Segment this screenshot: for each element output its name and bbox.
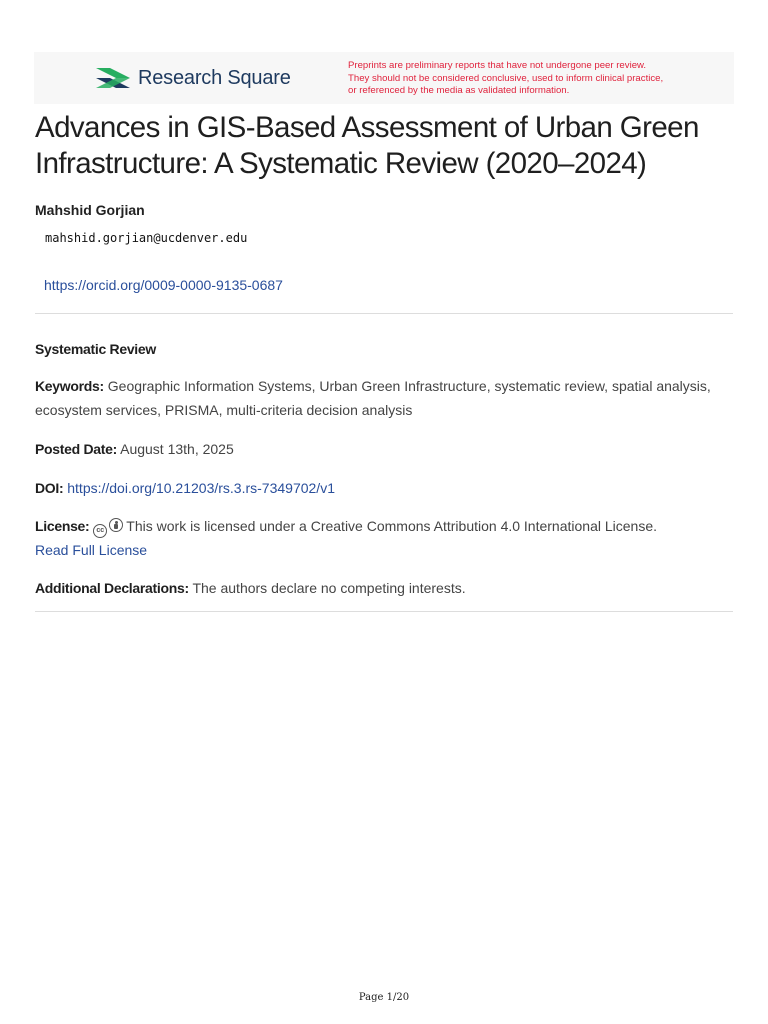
posted-date-section xyxy=(35,437,733,461)
license-label: License: xyxy=(35,518,90,534)
posted-date-value: August 13th, 2025 xyxy=(120,441,234,457)
divider xyxy=(35,313,733,314)
attribution-icon xyxy=(109,518,123,532)
keywords-label: Keywords: xyxy=(35,378,104,394)
declarations-value: The authors declare no competing interests. xyxy=(192,580,466,596)
author-email[interactable]: mahshid.gorjian@ucdenver.edu xyxy=(45,231,248,245)
disclaimer-line: Preprints are preliminary reports that have not undergone peer review. xyxy=(348,60,647,71)
keywords-value: Geographic Information Systems, Urban Green Infrastructure, systematic review, spatial analysis, ecosystem services, PRISMA, multi-criteria decision analysis xyxy=(35,378,711,418)
preprint-banner xyxy=(34,52,734,104)
disclaimer-line: They should not be considered conclusive, used to inform clinical practice, xyxy=(348,72,664,84)
divider xyxy=(35,611,733,612)
license-text: This work is licensed under a Creative Commons Attribution 4.0 International License. xyxy=(126,518,658,534)
doi-label: DOI: xyxy=(35,480,64,496)
creative-commons-icon: cc xyxy=(93,524,107,538)
doi-link[interactable]: https://doi.org/10.21203/rs.3.rs-7349702/v1 xyxy=(67,480,335,496)
declarations-label: Additional Declarations: xyxy=(35,580,189,596)
disclaimer-line: or referenced by the media as validated information. xyxy=(348,85,570,96)
doi-section xyxy=(35,476,733,500)
orcid-link[interactable]: https://orcid.org/0009-0000-9135-0687 xyxy=(44,277,283,293)
article-title: Advances in GIS-Based Assessment of Urban Green Infrastructure: A Systematic Review (2020–2024) xyxy=(35,111,699,180)
declarations-section xyxy=(35,576,733,600)
posted-date-label: Posted Date: xyxy=(35,441,117,457)
keywords-section xyxy=(35,374,733,422)
research-square-logo-icon xyxy=(94,64,132,92)
research-square-logo[interactable] xyxy=(94,64,291,92)
author-name[interactable]: Mahshid Gorjian xyxy=(35,202,145,218)
logo-text: Research Square xyxy=(138,66,291,89)
article-type: Systematic Review xyxy=(35,341,156,357)
read-full-license-link[interactable]: Read Full License xyxy=(35,542,148,558)
preprint-disclaimer xyxy=(348,60,728,98)
page-number: Page 1/20 xyxy=(358,992,410,1003)
license-section xyxy=(35,514,733,562)
